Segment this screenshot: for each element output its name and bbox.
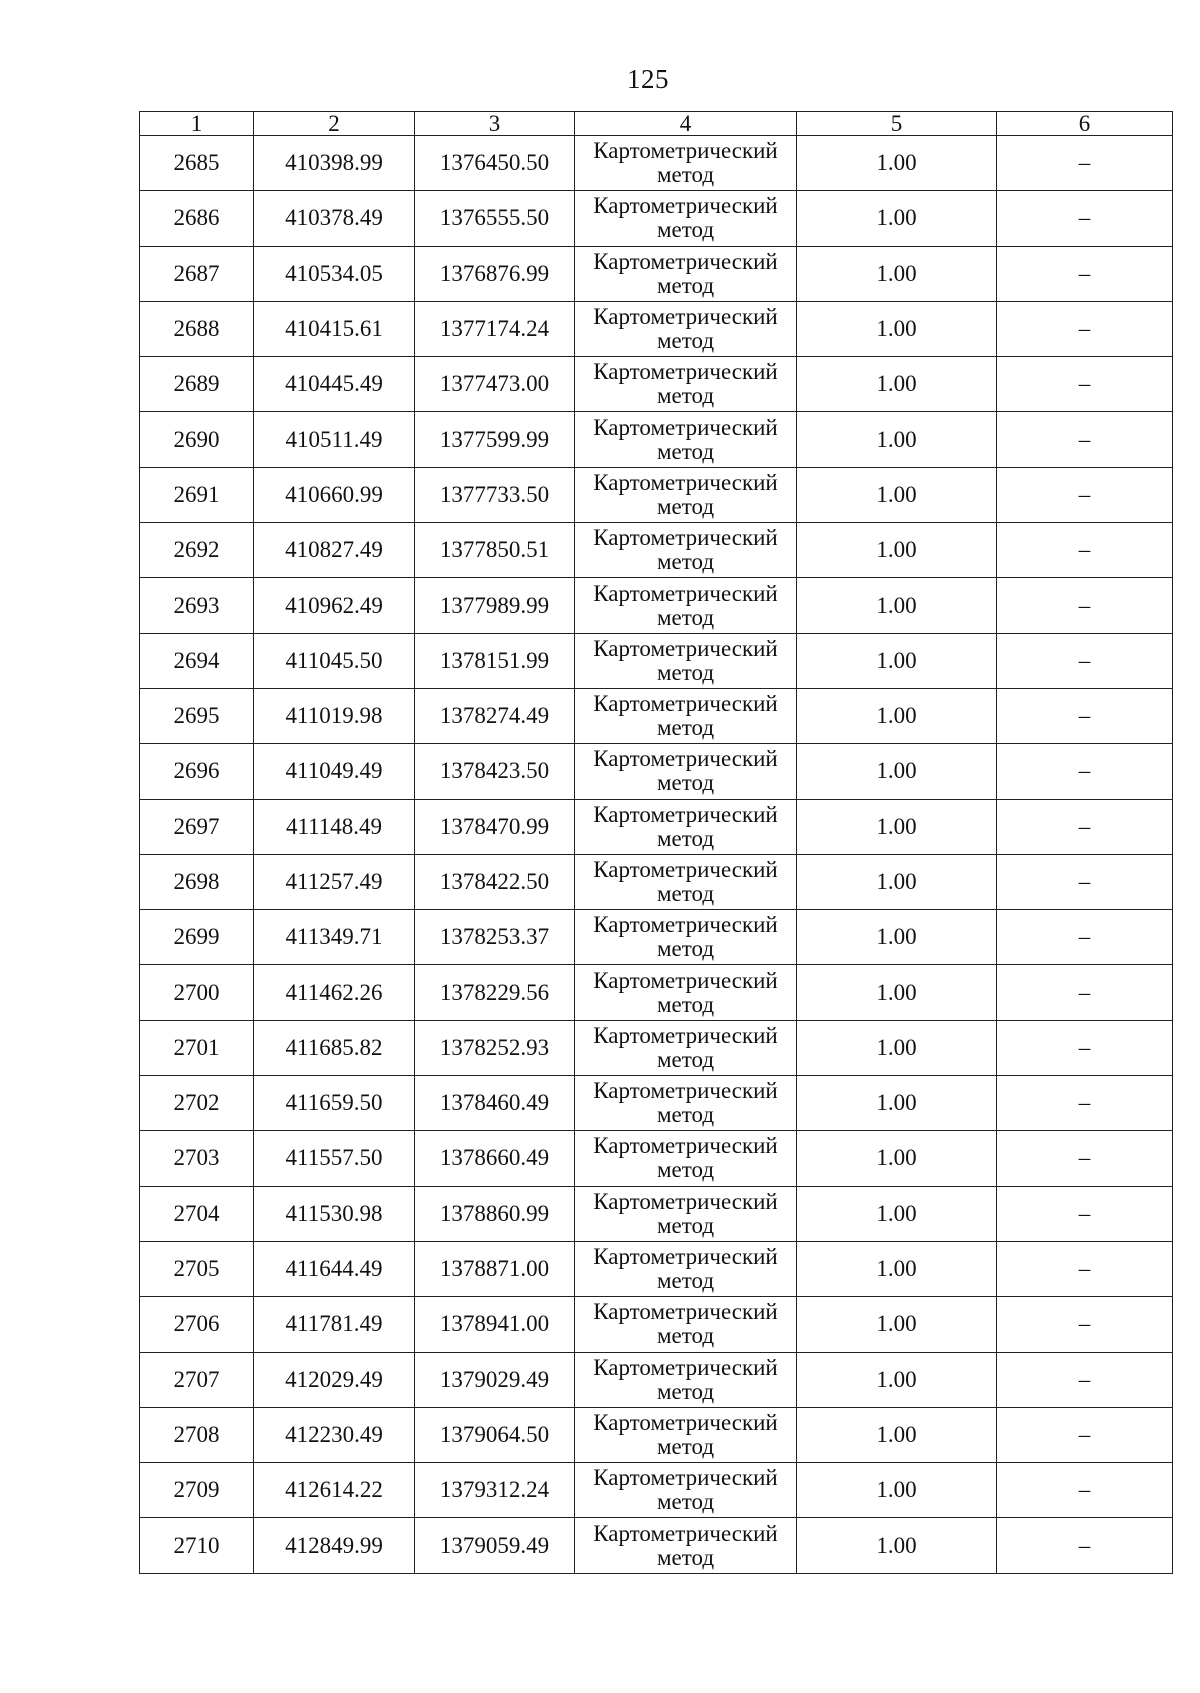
y-coordinate-cell: 1378860.99 (415, 1186, 575, 1241)
table-row (140, 1020, 1173, 1075)
table-row (140, 1076, 1173, 1131)
point-number-cell: 2700 (140, 965, 254, 1020)
method-line-1: Картометрический (593, 469, 778, 495)
point-number-cell: 2701 (140, 1020, 254, 1075)
method-line-2: метод (656, 1157, 715, 1183)
point-number-cell: 2705 (140, 1241, 254, 1296)
method-line-1: Картометрический (593, 359, 778, 385)
method-line-2: метод (656, 715, 715, 741)
accuracy-cell: 1.00 (797, 854, 997, 909)
y-coordinate-cell: 1378871.00 (415, 1241, 575, 1296)
method-cell (575, 136, 797, 191)
point-number-cell: 2706 (140, 1297, 254, 1352)
x-coordinate-cell: 411644.49 (254, 1241, 415, 1296)
table-row (140, 854, 1173, 909)
column-6-cell: – (997, 1186, 1173, 1241)
table-row (140, 910, 1173, 965)
x-coordinate-cell: 412614.22 (254, 1463, 415, 1518)
x-coordinate-cell: 410445.49 (254, 357, 415, 412)
table-row (140, 633, 1173, 688)
x-coordinate-cell: 410415.61 (254, 301, 415, 356)
method-line-2: метод (656, 825, 715, 851)
column-6-cell: – (997, 1241, 1173, 1296)
table-row (140, 467, 1173, 522)
column-6-cell: – (997, 1020, 1173, 1075)
x-coordinate-cell: 410398.99 (254, 136, 415, 191)
column-header-3: 3 (415, 112, 575, 136)
y-coordinate-cell: 1376876.99 (415, 246, 575, 301)
y-coordinate-cell: 1378274.49 (415, 688, 575, 743)
method-line-2: метод (656, 1268, 715, 1294)
x-coordinate-cell: 411685.82 (254, 1020, 415, 1075)
method-line-1: Картометрический (593, 1078, 778, 1104)
method-cell (575, 744, 797, 799)
column-6-cell: – (997, 1076, 1173, 1131)
method-line-1: Картометрический (593, 580, 778, 606)
y-coordinate-cell: 1378229.56 (415, 965, 575, 1020)
table-row (140, 246, 1173, 301)
y-coordinate-cell: 1377599.99 (415, 412, 575, 467)
method-cell (575, 633, 797, 688)
method-cell (575, 523, 797, 578)
y-coordinate-cell: 1378941.00 (415, 1297, 575, 1352)
point-number-cell: 2709 (140, 1463, 254, 1518)
column-6-cell: – (997, 965, 1173, 1020)
x-coordinate-cell: 411148.49 (254, 799, 415, 854)
x-coordinate-cell: 411781.49 (254, 1297, 415, 1352)
method-line-2: метод (656, 272, 715, 298)
column-6-cell: – (997, 1518, 1173, 1573)
y-coordinate-cell: 1378422.50 (415, 854, 575, 909)
accuracy-cell: 1.00 (797, 136, 997, 191)
x-coordinate-cell: 410378.49 (254, 191, 415, 246)
accuracy-cell: 1.00 (797, 910, 997, 965)
accuracy-cell: 1.00 (797, 1131, 997, 1186)
y-coordinate-cell: 1379059.49 (415, 1518, 575, 1573)
y-coordinate-cell: 1379029.49 (415, 1352, 575, 1407)
x-coordinate-cell: 412029.49 (254, 1352, 415, 1407)
column-6-cell: – (997, 1463, 1173, 1518)
y-coordinate-cell: 1378470.99 (415, 799, 575, 854)
method-line-1: Картометрический (593, 635, 778, 661)
column-6-cell: – (997, 688, 1173, 743)
column-6-cell: – (997, 910, 1173, 965)
accuracy-cell: 1.00 (797, 523, 997, 578)
column-6-cell: – (997, 799, 1173, 854)
table-row (140, 523, 1173, 578)
table-row (140, 136, 1173, 191)
method-line-2: метод (656, 659, 715, 685)
method-line-1: Картометрический (593, 1354, 778, 1380)
accuracy-cell: 1.00 (797, 633, 997, 688)
table-row (140, 1186, 1173, 1241)
method-line-2: метод (656, 1489, 715, 1515)
point-number-cell: 2691 (140, 467, 254, 522)
point-number-cell: 2693 (140, 578, 254, 633)
method-line-2: метод (656, 162, 715, 188)
column-header-5: 5 (797, 112, 997, 136)
table-row (140, 1297, 1173, 1352)
y-coordinate-cell: 1378660.49 (415, 1131, 575, 1186)
y-coordinate-cell: 1377733.50 (415, 467, 575, 522)
point-number-cell: 2708 (140, 1407, 254, 1462)
accuracy-cell: 1.00 (797, 578, 997, 633)
accuracy-cell: 1.00 (797, 357, 997, 412)
x-coordinate-cell: 411462.26 (254, 965, 415, 1020)
x-coordinate-cell: 411019.98 (254, 688, 415, 743)
method-line-1: Картометрический (593, 1465, 778, 1491)
accuracy-cell: 1.00 (797, 688, 997, 743)
method-cell (575, 854, 797, 909)
method-line-2: метод (656, 1323, 715, 1349)
x-coordinate-cell: 410511.49 (254, 412, 415, 467)
method-line-2: метод (656, 1212, 715, 1238)
column-6-cell: – (997, 854, 1173, 909)
column-6-cell: – (997, 467, 1173, 522)
column-header-6: 6 (997, 112, 1173, 136)
x-coordinate-cell: 410827.49 (254, 523, 415, 578)
accuracy-cell: 1.00 (797, 744, 997, 799)
method-line-2: метод (656, 328, 715, 354)
method-line-1: Картометрический (593, 1244, 778, 1270)
point-number-cell: 2696 (140, 744, 254, 799)
column-6-cell: – (997, 301, 1173, 356)
y-coordinate-cell: 1376555.50 (415, 191, 575, 246)
table-row (140, 357, 1173, 412)
method-line-2: метод (656, 493, 715, 519)
column-6-cell: – (997, 246, 1173, 301)
point-number-cell: 2697 (140, 799, 254, 854)
column-6-cell: – (997, 136, 1173, 191)
point-number-cell: 2695 (140, 688, 254, 743)
column-6-cell: – (997, 1297, 1173, 1352)
point-number-cell: 2707 (140, 1352, 254, 1407)
method-line-2: метод (656, 438, 715, 464)
method-line-1: Картометрический (593, 801, 778, 827)
method-line-1: Картометрический (593, 1133, 778, 1159)
method-line-1: Картометрический (593, 304, 778, 330)
method-line-1: Картометрический (593, 138, 778, 164)
x-coordinate-cell: 411530.98 (254, 1186, 415, 1241)
column-header-4: 4 (575, 112, 797, 136)
point-number-cell: 2685 (140, 136, 254, 191)
column-6-cell: – (997, 1131, 1173, 1186)
table-body (140, 136, 1173, 1574)
method-line-1: Картометрический (593, 912, 778, 938)
accuracy-cell: 1.00 (797, 1020, 997, 1075)
table-row (140, 688, 1173, 743)
method-line-2: метод (656, 217, 715, 243)
method-cell (575, 301, 797, 356)
method-cell (575, 1407, 797, 1462)
method-line-1: Картометрический (593, 1520, 778, 1546)
method-line-2: метод (656, 1378, 715, 1404)
point-number-cell: 2710 (140, 1518, 254, 1573)
y-coordinate-cell: 1376450.50 (415, 136, 575, 191)
method-line-1: Картометрический (593, 248, 778, 274)
coordinates-table (139, 111, 1173, 1574)
y-coordinate-cell: 1379064.50 (415, 1407, 575, 1462)
x-coordinate-cell: 410962.49 (254, 578, 415, 633)
page-number: 125 (627, 64, 669, 94)
method-line-1: Картометрический (593, 1409, 778, 1435)
method-cell (575, 910, 797, 965)
accuracy-cell: 1.00 (797, 1297, 997, 1352)
y-coordinate-cell: 1377473.00 (415, 357, 575, 412)
y-coordinate-cell: 1378151.99 (415, 633, 575, 688)
method-cell (575, 578, 797, 633)
y-coordinate-cell: 1378460.49 (415, 1076, 575, 1131)
point-number-cell: 2698 (140, 854, 254, 909)
method-cell (575, 412, 797, 467)
column-6-cell: – (997, 1352, 1173, 1407)
column-6-cell: – (997, 1407, 1173, 1462)
accuracy-cell: 1.00 (797, 246, 997, 301)
x-coordinate-cell: 410660.99 (254, 467, 415, 522)
table-row (140, 1131, 1173, 1186)
accuracy-cell: 1.00 (797, 1352, 997, 1407)
method-line-1: Картометрический (593, 857, 778, 882)
method-line-1: Картометрический (593, 193, 778, 219)
method-line-1: Картометрический (593, 691, 778, 717)
method-line-2: метод (656, 1433, 715, 1459)
table-row (140, 744, 1173, 799)
table-row (140, 1518, 1173, 1573)
y-coordinate-cell: 1377174.24 (415, 301, 575, 356)
method-cell (575, 357, 797, 412)
method-line-2: метод (656, 770, 715, 796)
x-coordinate-cell: 410534.05 (254, 246, 415, 301)
accuracy-cell: 1.00 (797, 467, 997, 522)
method-line-1: Картометрический (593, 1188, 778, 1214)
method-cell (575, 1076, 797, 1131)
column-header-2: 2 (254, 112, 415, 136)
method-cell (575, 467, 797, 522)
table-row (140, 578, 1173, 633)
table-row (140, 965, 1173, 1020)
table-row (140, 191, 1173, 246)
table-row (140, 412, 1173, 467)
point-number-cell: 2690 (140, 412, 254, 467)
column-6-cell: – (997, 412, 1173, 467)
accuracy-cell: 1.00 (797, 1186, 997, 1241)
point-number-cell: 2703 (140, 1131, 254, 1186)
point-number-cell: 2702 (140, 1076, 254, 1131)
accuracy-cell: 1.00 (797, 1463, 997, 1518)
point-number-cell: 2699 (140, 910, 254, 965)
method-cell (575, 799, 797, 854)
table-header (140, 112, 1173, 136)
accuracy-cell: 1.00 (797, 1407, 997, 1462)
accuracy-cell: 1.00 (797, 191, 997, 246)
point-number-cell: 2688 (140, 301, 254, 356)
table-row (140, 1241, 1173, 1296)
accuracy-cell: 1.00 (797, 799, 997, 854)
method-cell (575, 1131, 797, 1186)
method-line-2: метод (656, 1102, 715, 1128)
method-line-2: метод (656, 604, 715, 630)
method-line-2: метод (656, 991, 715, 1017)
x-coordinate-cell: 411557.50 (254, 1131, 415, 1186)
method-line-2: метод (656, 936, 715, 962)
method-line-1: Картометрический (593, 967, 778, 993)
method-line-2: метод (656, 549, 715, 575)
x-coordinate-cell: 411349.71 (254, 910, 415, 965)
accuracy-cell: 1.00 (797, 1241, 997, 1296)
accuracy-cell: 1.00 (797, 1518, 997, 1573)
method-cell (575, 1186, 797, 1241)
y-coordinate-cell: 1378253.37 (415, 910, 575, 965)
method-line-1: Картометрический (593, 525, 778, 551)
point-number-cell: 2686 (140, 191, 254, 246)
method-cell (575, 688, 797, 743)
point-number-cell: 2692 (140, 523, 254, 578)
accuracy-cell: 1.00 (797, 412, 997, 467)
header-row (140, 112, 1173, 136)
point-number-cell: 2689 (140, 357, 254, 412)
method-cell (575, 1352, 797, 1407)
y-coordinate-cell: 1377989.99 (415, 578, 575, 633)
column-6-cell: – (997, 523, 1173, 578)
x-coordinate-cell: 411659.50 (254, 1076, 415, 1131)
method-cell (575, 191, 797, 246)
method-line-2: метод (656, 1544, 715, 1570)
method-cell (575, 965, 797, 1020)
x-coordinate-cell: 412849.99 (254, 1518, 415, 1573)
method-cell (575, 1518, 797, 1573)
method-cell (575, 246, 797, 301)
x-coordinate-cell: 411045.50 (254, 633, 415, 688)
y-coordinate-cell: 1379312.24 (415, 1463, 575, 1518)
table-row (140, 301, 1173, 356)
point-number-cell: 2704 (140, 1186, 254, 1241)
x-coordinate-cell: 411049.49 (254, 744, 415, 799)
accuracy-cell: 1.00 (797, 1076, 997, 1131)
column-6-cell: – (997, 744, 1173, 799)
column-6-cell: – (997, 633, 1173, 688)
y-coordinate-cell: 1377850.51 (415, 523, 575, 578)
method-line-1: Картометрический (593, 1022, 778, 1048)
y-coordinate-cell: 1378252.93 (415, 1020, 575, 1075)
accuracy-cell: 1.00 (797, 965, 997, 1020)
table-row (140, 1463, 1173, 1518)
x-coordinate-cell: 411257.49 (254, 854, 415, 909)
method-line-1: Картометрический (593, 746, 778, 772)
column-6-cell: – (997, 578, 1173, 633)
table-row (140, 1407, 1173, 1462)
method-cell (575, 1020, 797, 1075)
method-line-1: Картометрический (593, 1299, 778, 1325)
y-coordinate-cell: 1378423.50 (415, 744, 575, 799)
method-line-2: метод (656, 383, 715, 409)
table-row (140, 799, 1173, 854)
column-header-1: 1 (140, 112, 254, 136)
table-row (140, 1352, 1173, 1407)
method-cell (575, 1463, 797, 1518)
method-line-2: метод (656, 1046, 715, 1072)
point-number-cell: 2687 (140, 246, 254, 301)
method-cell (575, 1241, 797, 1296)
method-line-2: метод (656, 881, 715, 906)
column-6-cell: – (997, 357, 1173, 412)
point-number-cell: 2694 (140, 633, 254, 688)
method-cell (575, 1297, 797, 1352)
column-6-cell: – (997, 191, 1173, 246)
x-coordinate-cell: 412230.49 (254, 1407, 415, 1462)
method-line-1: Картометрический (593, 414, 778, 440)
accuracy-cell: 1.00 (797, 301, 997, 356)
